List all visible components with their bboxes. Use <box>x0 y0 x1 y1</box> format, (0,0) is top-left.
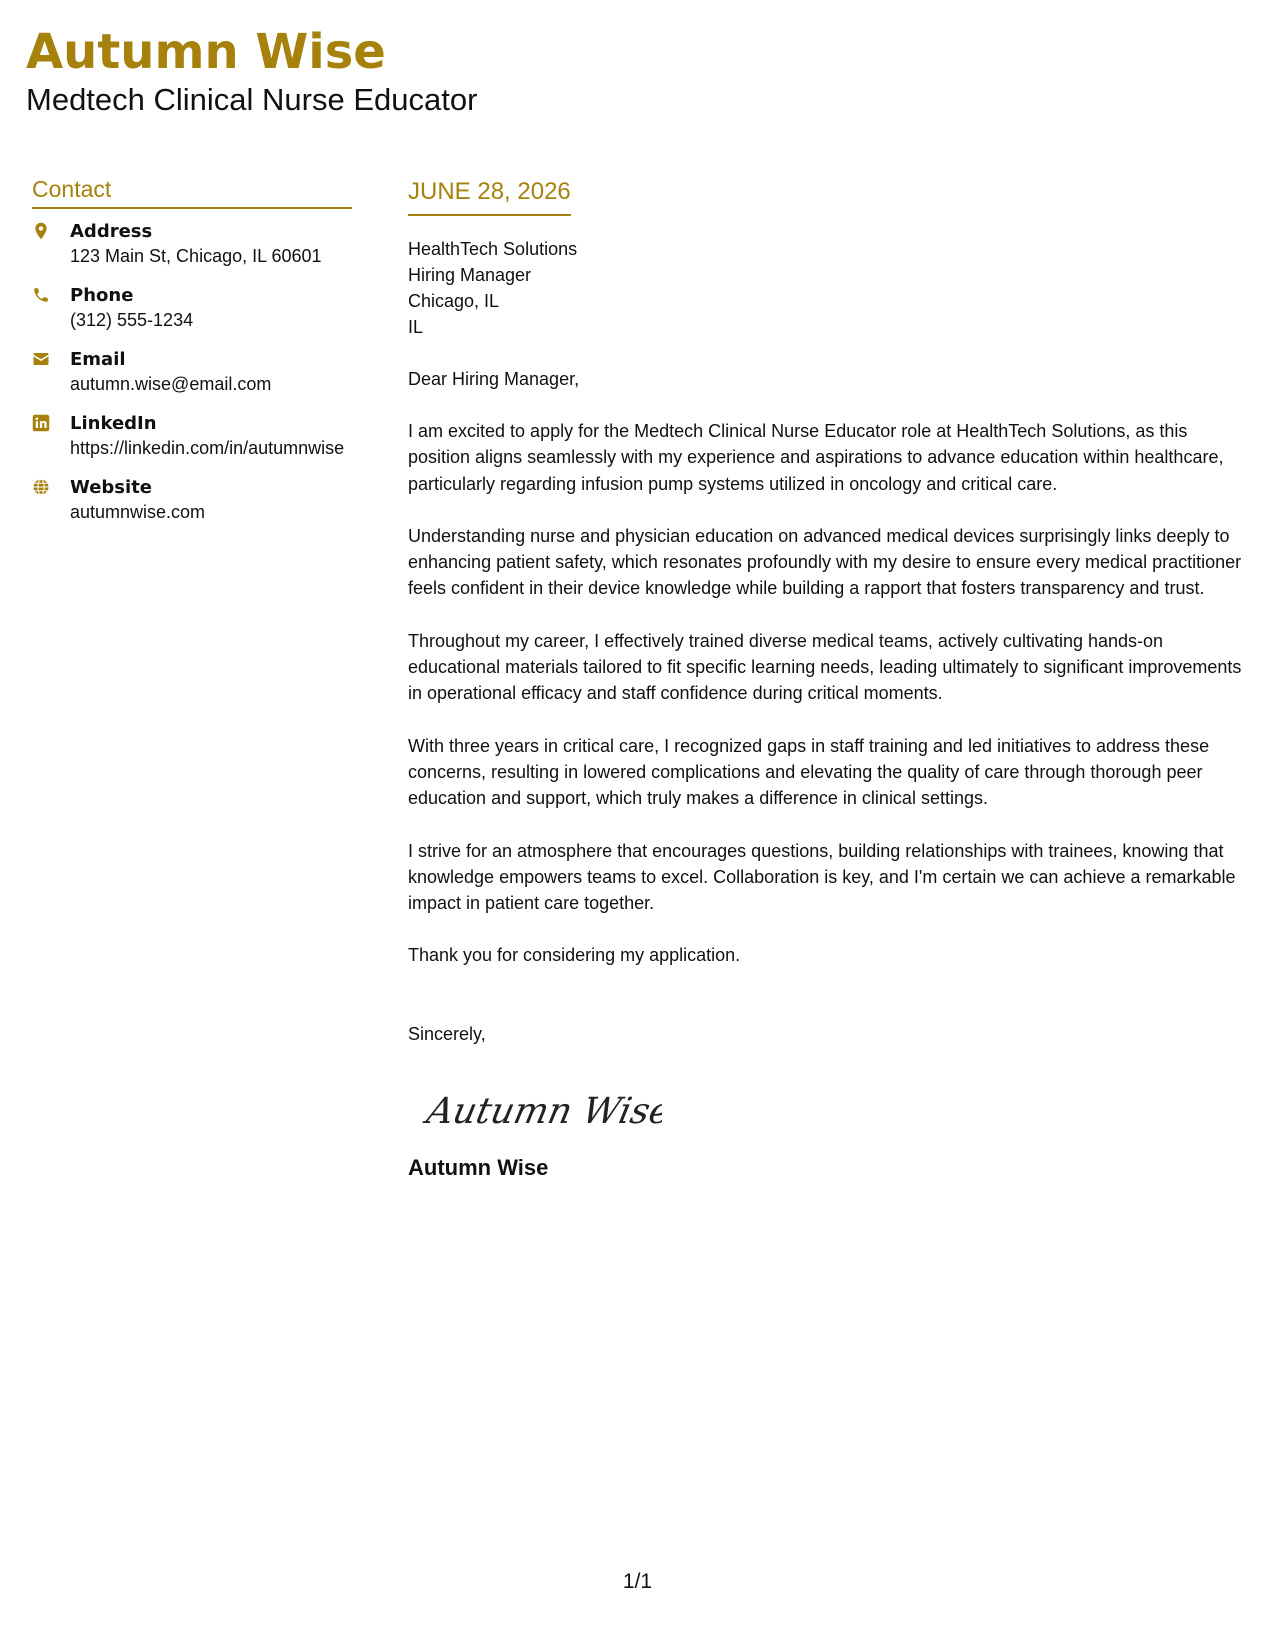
letter-body <box>408 178 1248 1181</box>
page-number: 1/1 <box>622 1570 653 1593</box>
contact-label: Phone <box>70 285 134 306</box>
letter-date: JUNE 28, 2026 <box>408 178 571 216</box>
contact-label: Address <box>70 221 153 242</box>
contact-item-website <box>32 475 352 525</box>
paragraph: Understanding nurse and physician education on advanced medical devices surprisingly links deeply to enhancing patient safety, which resonates profoundly with my desire to ensure every medical practitioner feels confident in their device knowledge while building a rapport that fosters transparency and trust. <box>408 525 1242 599</box>
phone-icon <box>32 283 70 333</box>
paragraph: With three years in critical care, I recognized gaps in staff training and led initiatives to address these concerns, resulting in lowered complications and elevating the quality of care through thorough peer education and support, which truly makes a difference in clinical settings. <box>408 735 1210 809</box>
recipient-city: Chicago, IL <box>408 291 500 311</box>
phone-value: (312) 555-1234 <box>70 310 194 330</box>
recipient-block <box>408 236 1248 340</box>
closing: Sincerely, <box>408 1023 486 1044</box>
contact-item-phone <box>32 283 352 333</box>
signer-name: Autumn Wise <box>408 1154 549 1180</box>
contact-section-title: Contact <box>32 176 352 209</box>
email-value: autumn.wise@email.com <box>70 374 272 394</box>
paragraph: I am excited to apply for the Medtech Clinical Nurse Educator role at HealthTech Solutions, as this position aligns seamlessly with my experience and aspirations to advance education within healthcare, particularly regarding infusion pump systems utilized in oncology and critical care. <box>408 421 1224 494</box>
contact-label: Email <box>70 349 126 370</box>
contact-item-linkedin <box>32 411 352 461</box>
recipient-state: IL <box>408 317 424 337</box>
contact-label: LinkedIn <box>70 413 157 434</box>
address-value: 123 Main St, Chicago, IL 60601 <box>70 246 322 266</box>
contact-item-email <box>32 347 352 397</box>
map-pin-icon <box>32 219 70 269</box>
paragraph: I strive for an atmosphere that encourages questions, building relationships with trainees, knowing that knowledge empowers teams to excel. Collaboration is key, and I'm certain we can achieve a remarkable impact in patient care together. <box>408 840 1236 914</box>
contact-label: Website <box>70 477 153 498</box>
envelope-icon <box>32 347 70 397</box>
contact-item-address <box>32 219 352 269</box>
signature-text: Autumn Wise <box>423 1089 662 1132</box>
recipient-role: Hiring Manager <box>408 265 532 285</box>
applicant-name: Autumn Wise <box>26 24 386 80</box>
website-value[interactable]: autumnwise.com <box>70 502 206 522</box>
recipient-company: HealthTech Solutions <box>408 239 578 259</box>
contact-sidebar <box>32 176 352 539</box>
header <box>26 24 477 118</box>
globe-icon <box>32 475 70 525</box>
signature-image <box>422 1081 1248 1141</box>
job-title: Medtech Clinical Nurse Educator <box>26 82 478 117</box>
paragraph: Thank you for considering my application. <box>408 945 741 966</box>
linkedin-value[interactable]: https://linkedin.com/in/autumnwise <box>70 438 345 458</box>
linkedin-icon <box>32 411 70 461</box>
salutation: Dear Hiring Manager, <box>408 369 580 389</box>
paragraph: Throughout my career, I effectively trained diverse medical teams, actively cultivating hands-on educational materials tailored to fit specific learning needs, leading ultimately to significant improvements in operational efficacy and staff confidence during critical moments. <box>408 630 1242 704</box>
